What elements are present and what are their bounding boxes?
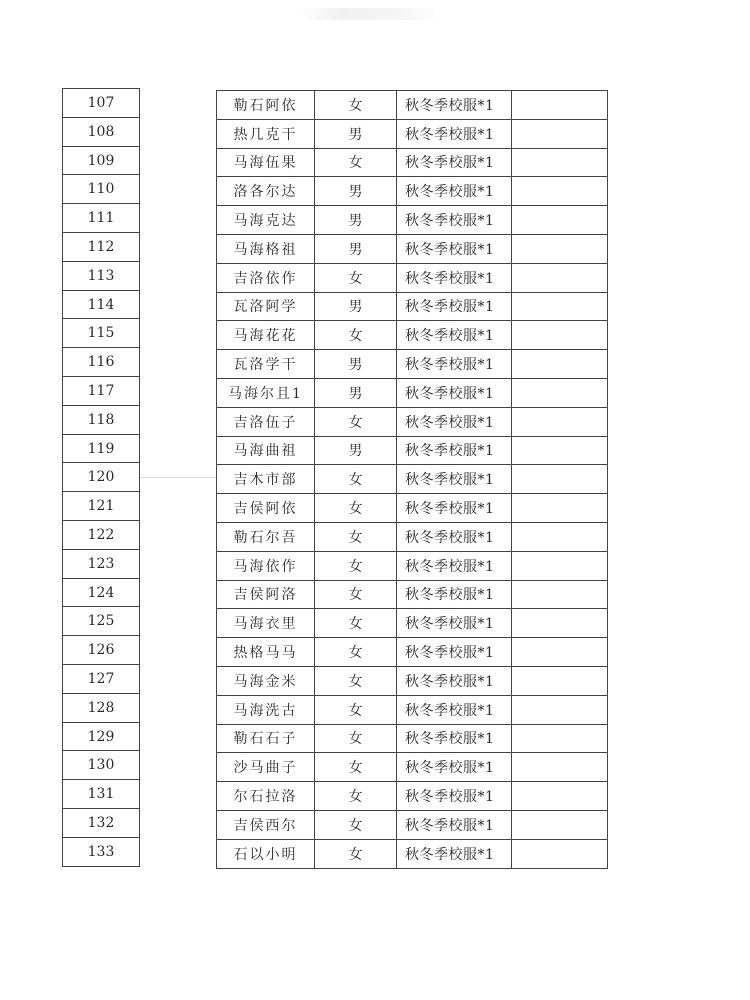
student-name-cell: 吉侯西尔 (217, 810, 315, 839)
student-name-cell: 马海格祖 (217, 234, 315, 263)
gender-cell: 女 (315, 724, 397, 753)
table-row (217, 407, 608, 436)
student-name-cell: 马海依作 (217, 551, 315, 580)
row-number: 117 (63, 377, 139, 406)
table-row (217, 695, 608, 724)
roster-table-body (217, 91, 608, 869)
row-number: 131 (63, 780, 139, 809)
gender-cell: 男 (315, 378, 397, 407)
gender-cell: 女 (315, 753, 397, 782)
student-name-cell: 石以小明 (217, 839, 315, 868)
table-row (217, 321, 608, 350)
gender-cell: 女 (315, 407, 397, 436)
gender-cell: 女 (315, 263, 397, 292)
student-name-cell: 马海衣里 (217, 609, 315, 638)
uniform-item-cell: 秋冬季校服*1 (397, 753, 512, 782)
uniform-item-cell: 秋冬季校服*1 (397, 321, 512, 350)
uniform-item-cell: 秋冬季校服*1 (397, 494, 512, 523)
uniform-item-cell: 秋冬季校服*1 (397, 695, 512, 724)
row-number: 109 (63, 147, 139, 176)
row-number: 115 (63, 319, 139, 348)
uniform-item-cell: 秋冬季校服*1 (397, 724, 512, 753)
student-name-cell: 洛各尔达 (217, 177, 315, 206)
uniform-item-cell: 秋冬季校服*1 (397, 263, 512, 292)
table-row (217, 638, 608, 667)
blank-cell (512, 522, 608, 551)
blank-cell (512, 177, 608, 206)
table-row (217, 436, 608, 465)
uniform-item-cell: 秋冬季校服*1 (397, 407, 512, 436)
row-number: 120 (63, 463, 139, 492)
row-number-column (62, 88, 140, 867)
uniform-item-cell: 秋冬季校服*1 (397, 580, 512, 609)
blank-cell (512, 609, 608, 638)
blank-cell (512, 695, 608, 724)
row-number: 129 (63, 723, 139, 752)
student-name-cell: 瓦洛学干 (217, 350, 315, 379)
row-number: 121 (63, 492, 139, 521)
row-number: 123 (63, 550, 139, 579)
uniform-item-cell: 秋冬季校服*1 (397, 638, 512, 667)
uniform-item-cell: 秋冬季校服*1 (397, 350, 512, 379)
student-name-cell: 沙马曲子 (217, 753, 315, 782)
blank-cell (512, 321, 608, 350)
blank-cell (512, 494, 608, 523)
table-row (217, 177, 608, 206)
student-name-cell: 马海伍果 (217, 148, 315, 177)
blank-cell (512, 638, 608, 667)
gender-cell: 女 (315, 666, 397, 695)
student-name-cell: 勒石石子 (217, 724, 315, 753)
uniform-item-cell: 秋冬季校服*1 (397, 436, 512, 465)
table-row (217, 580, 608, 609)
gender-cell: 女 (315, 810, 397, 839)
uniform-item-cell: 秋冬季校服*1 (397, 522, 512, 551)
row-number: 113 (63, 262, 139, 291)
table-row (217, 292, 608, 321)
table-row (217, 551, 608, 580)
table-row (217, 263, 608, 292)
table-row (217, 119, 608, 148)
gender-cell: 女 (315, 465, 397, 494)
table-row (217, 666, 608, 695)
row-number: 127 (63, 665, 139, 694)
uniform-item-cell: 秋冬季校服*1 (397, 609, 512, 638)
student-name-cell: 尔石拉洛 (217, 782, 315, 811)
uniform-item-cell: 秋冬季校服*1 (397, 378, 512, 407)
row-number: 112 (63, 233, 139, 262)
blank-cell (512, 407, 608, 436)
student-name-cell: 吉木市部 (217, 465, 315, 494)
row-number: 111 (63, 204, 139, 233)
gender-cell: 男 (315, 234, 397, 263)
uniform-item-cell: 秋冬季校服*1 (397, 551, 512, 580)
table-row (217, 234, 608, 263)
uniform-item-cell: 秋冬季校服*1 (397, 148, 512, 177)
gender-cell: 女 (315, 695, 397, 724)
student-name-cell: 热几克干 (217, 119, 315, 148)
table-row (217, 494, 608, 523)
gender-cell: 女 (315, 839, 397, 868)
blank-cell (512, 839, 608, 868)
student-name-cell: 马海克达 (217, 206, 315, 235)
gender-cell: 男 (315, 177, 397, 206)
gender-cell: 男 (315, 206, 397, 235)
gender-cell: 女 (315, 148, 397, 177)
row-number: 114 (63, 291, 139, 320)
table-row (217, 206, 608, 235)
table-row (217, 609, 608, 638)
student-name-cell: 吉洛伍子 (217, 407, 315, 436)
uniform-item-cell: 秋冬季校服*1 (397, 234, 512, 263)
uniform-item-cell: 秋冬季校服*1 (397, 177, 512, 206)
gender-cell: 女 (315, 609, 397, 638)
gender-cell: 女 (315, 782, 397, 811)
blank-cell (512, 436, 608, 465)
row-number: 119 (63, 435, 139, 464)
gender-cell: 女 (315, 321, 397, 350)
row-number: 108 (63, 118, 139, 147)
gender-cell: 男 (315, 119, 397, 148)
blank-cell (512, 782, 608, 811)
table-row (217, 724, 608, 753)
gender-cell: 女 (315, 91, 397, 120)
scan-artifact-line (140, 477, 216, 478)
student-name-cell: 勒石阿依 (217, 91, 315, 120)
student-name-cell: 吉侯阿依 (217, 494, 315, 523)
blank-cell (512, 148, 608, 177)
uniform-item-cell: 秋冬季校服*1 (397, 839, 512, 868)
uniform-item-cell: 秋冬季校服*1 (397, 465, 512, 494)
blank-cell (512, 724, 608, 753)
gender-cell: 女 (315, 580, 397, 609)
blank-cell (512, 350, 608, 379)
student-name-cell: 马海尔且1 (217, 378, 315, 407)
blank-cell (512, 292, 608, 321)
gender-cell: 女 (315, 638, 397, 667)
table-row (217, 753, 608, 782)
blank-cell (512, 378, 608, 407)
blank-cell (512, 465, 608, 494)
gender-cell: 男 (315, 292, 397, 321)
table-row (217, 465, 608, 494)
table-row (217, 839, 608, 868)
student-name-cell: 马海金米 (217, 666, 315, 695)
row-number: 116 (63, 348, 139, 377)
scan-artifact (300, 8, 440, 20)
row-number: 122 (63, 521, 139, 550)
row-number: 133 (63, 838, 139, 867)
row-number: 110 (63, 175, 139, 204)
student-name-cell: 热格马马 (217, 638, 315, 667)
row-number: 128 (63, 694, 139, 723)
student-name-cell: 马海洗古 (217, 695, 315, 724)
student-name-cell: 马海花花 (217, 321, 315, 350)
blank-cell (512, 119, 608, 148)
student-name-cell: 勒石尔吾 (217, 522, 315, 551)
blank-cell (512, 753, 608, 782)
table-row (217, 782, 608, 811)
row-number: 125 (63, 607, 139, 636)
blank-cell (512, 91, 608, 120)
row-number: 132 (63, 809, 139, 838)
table-row (217, 378, 608, 407)
blank-cell (512, 666, 608, 695)
uniform-item-cell: 秋冬季校服*1 (397, 91, 512, 120)
blank-cell (512, 810, 608, 839)
student-name-cell: 吉侯阿洛 (217, 580, 315, 609)
gender-cell: 男 (315, 436, 397, 465)
roster-table (216, 90, 608, 869)
student-name-cell: 吉洛依作 (217, 263, 315, 292)
table-row (217, 91, 608, 120)
row-number: 118 (63, 406, 139, 435)
gender-cell: 女 (315, 522, 397, 551)
gender-cell: 女 (315, 494, 397, 523)
gender-cell: 男 (315, 350, 397, 379)
blank-cell (512, 206, 608, 235)
blank-cell (512, 263, 608, 292)
row-number: 124 (63, 579, 139, 608)
uniform-item-cell: 秋冬季校服*1 (397, 782, 512, 811)
blank-cell (512, 551, 608, 580)
uniform-item-cell: 秋冬季校服*1 (397, 206, 512, 235)
student-name-cell: 马海曲祖 (217, 436, 315, 465)
gender-cell: 女 (315, 551, 397, 580)
uniform-item-cell: 秋冬季校服*1 (397, 292, 512, 321)
row-number: 107 (63, 89, 139, 118)
table-row (217, 522, 608, 551)
row-number: 130 (63, 751, 139, 780)
table-row (217, 148, 608, 177)
uniform-item-cell: 秋冬季校服*1 (397, 119, 512, 148)
uniform-item-cell: 秋冬季校服*1 (397, 666, 512, 695)
blank-cell (512, 580, 608, 609)
row-number: 126 (63, 636, 139, 665)
student-name-cell: 瓦洛阿学 (217, 292, 315, 321)
table-row (217, 810, 608, 839)
uniform-item-cell: 秋冬季校服*1 (397, 810, 512, 839)
blank-cell (512, 234, 608, 263)
table-row (217, 350, 608, 379)
